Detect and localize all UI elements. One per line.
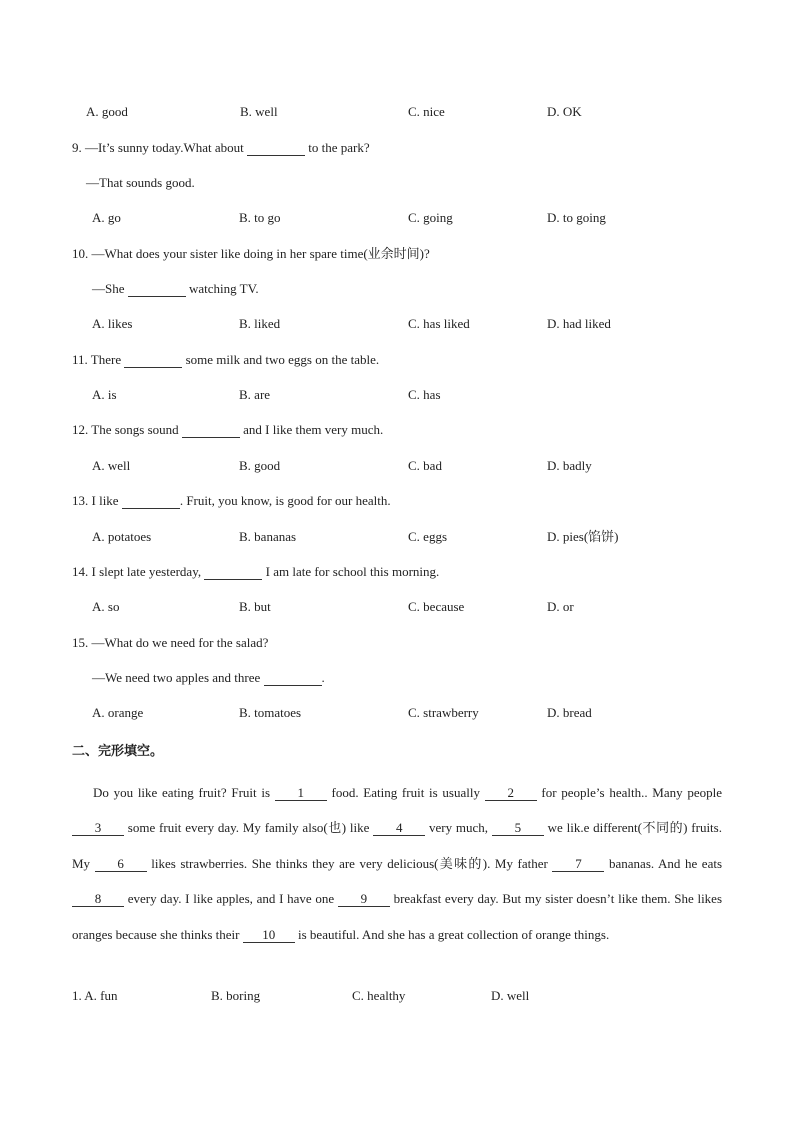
cloze-blank-7[interactable]: 7: [552, 856, 604, 872]
q9-options: [92, 210, 792, 226]
option-d[interactable]: D. had liked: [547, 316, 611, 331]
q10-options: [92, 316, 792, 332]
question-14-stem: 14. I slept late yesterday, I am late for school this morning.: [72, 564, 440, 579]
cloze-blank-9[interactable]: 9: [338, 891, 390, 907]
option-b[interactable]: B. boring: [211, 988, 261, 1003]
answer-blank[interactable]: [264, 670, 322, 686]
option-d[interactable]: D. well: [491, 988, 530, 1003]
option-a[interactable]: A. fun: [84, 988, 118, 1003]
answer-blank[interactable]: [122, 493, 180, 509]
q15-options: [92, 705, 792, 721]
q11-options: [92, 387, 792, 403]
q14-options: [92, 599, 792, 615]
cloze-blank-4[interactable]: 4: [373, 820, 425, 836]
answer-blank[interactable]: [128, 281, 186, 297]
question-13-stem: 13. I like . Fruit, you know, is good for our health.: [72, 493, 391, 508]
answer-blank[interactable]: [204, 564, 262, 580]
section-title: 二、完形填空。: [72, 744, 164, 759]
option-a[interactable]: A. go: [92, 210, 121, 225]
question-10-reply: —She watching TV.: [92, 281, 259, 296]
cloze-q1-options: 1. A. fun B. boring C. healthy D. well: [72, 988, 530, 1003]
option-b[interactable]: B. tomatoes: [239, 705, 302, 720]
q8-options: [86, 104, 786, 120]
q12-options: [92, 458, 792, 474]
option-b[interactable]: B. bananas: [239, 529, 297, 544]
cloze-blank-8[interactable]: 8: [72, 891, 124, 907]
option-d[interactable]: D. bread: [547, 705, 592, 720]
question-10-stem: 10. —What does your sister like doing in her spare time(业余时间)?: [72, 246, 430, 261]
option-d[interactable]: D. badly: [547, 458, 592, 473]
option-b[interactable]: B. well: [240, 104, 278, 119]
option-b[interactable]: B. liked: [239, 316, 281, 331]
option-b[interactable]: B. but: [239, 599, 271, 614]
option-a[interactable]: A. is: [92, 387, 117, 402]
cloze-passage: Do you like eating fruit? Fruit is 1 food. Eating fruit is usually 2 for people’s health.. Many people 3 some fruit every day. My family also(也) like 4 very much, 5 we lik.e different(不同的) fruits. My 6 likes strawberries. She thinks they are very delicious(美味的). My father 7 bananas. And he eats 8 every day. I like apples, and I have one 9 breakfast every day. But my sister doesn’t like them. She likes oranges because she thinks their 10 is beautiful. And she has a great collection of orange things.: [72, 785, 723, 942]
option-a[interactable]: A. orange: [92, 705, 144, 720]
option-c[interactable]: C. bad: [408, 458, 442, 473]
option-c[interactable]: C. strawberry: [408, 705, 479, 720]
option-a[interactable]: A. likes: [92, 316, 133, 331]
cloze-blank-1[interactable]: 1: [275, 785, 327, 801]
option-a[interactable]: A. potatoes: [92, 529, 152, 544]
option-b[interactable]: B. good: [239, 458, 281, 473]
question-9-reply: —That sounds good.: [86, 175, 195, 190]
option-d[interactable]: D. or: [547, 599, 574, 614]
cloze-blank-10[interactable]: 10: [243, 927, 295, 943]
cloze-blank-2[interactable]: 2: [485, 785, 537, 801]
answer-blank[interactable]: [247, 140, 305, 156]
question-15-stem: 15. —What do we need for the salad?: [72, 635, 269, 650]
option-c[interactable]: C. because: [408, 599, 465, 614]
cloze-blank-5[interactable]: 5: [492, 820, 544, 836]
option-c[interactable]: C. has liked: [408, 316, 470, 331]
answer-blank[interactable]: [182, 422, 240, 438]
option-d[interactable]: D. to going: [547, 210, 606, 225]
cloze-blank-3[interactable]: 3: [72, 820, 124, 836]
q13-options: [92, 529, 792, 545]
option-b[interactable]: B. to go: [239, 210, 281, 225]
option-c[interactable]: C. has: [408, 387, 441, 402]
cloze-blank-6[interactable]: 6: [95, 856, 147, 872]
option-c[interactable]: C. nice: [408, 104, 445, 119]
answer-blank[interactable]: [124, 352, 182, 368]
option-a[interactable]: A. good: [86, 104, 128, 119]
option-c[interactable]: C. eggs: [408, 529, 447, 544]
option-a[interactable]: A. so: [92, 599, 120, 614]
option-c[interactable]: C. healthy: [352, 988, 406, 1003]
question-11-stem: 11. There some milk and two eggs on the table.: [72, 352, 380, 367]
option-c[interactable]: C. going: [408, 210, 453, 225]
question-9-stem: 9. —It’s sunny today.What about to the park?: [72, 140, 370, 155]
option-d[interactable]: D. OK: [547, 104, 582, 119]
option-a[interactable]: A. well: [92, 458, 131, 473]
option-b[interactable]: B. are: [239, 387, 271, 402]
question-12-stem: 12. The songs sound and I like them very much.: [72, 422, 384, 437]
question-15-reply: —We need two apples and three .: [92, 670, 325, 685]
option-d[interactable]: D. pies(馅饼): [547, 529, 619, 544]
